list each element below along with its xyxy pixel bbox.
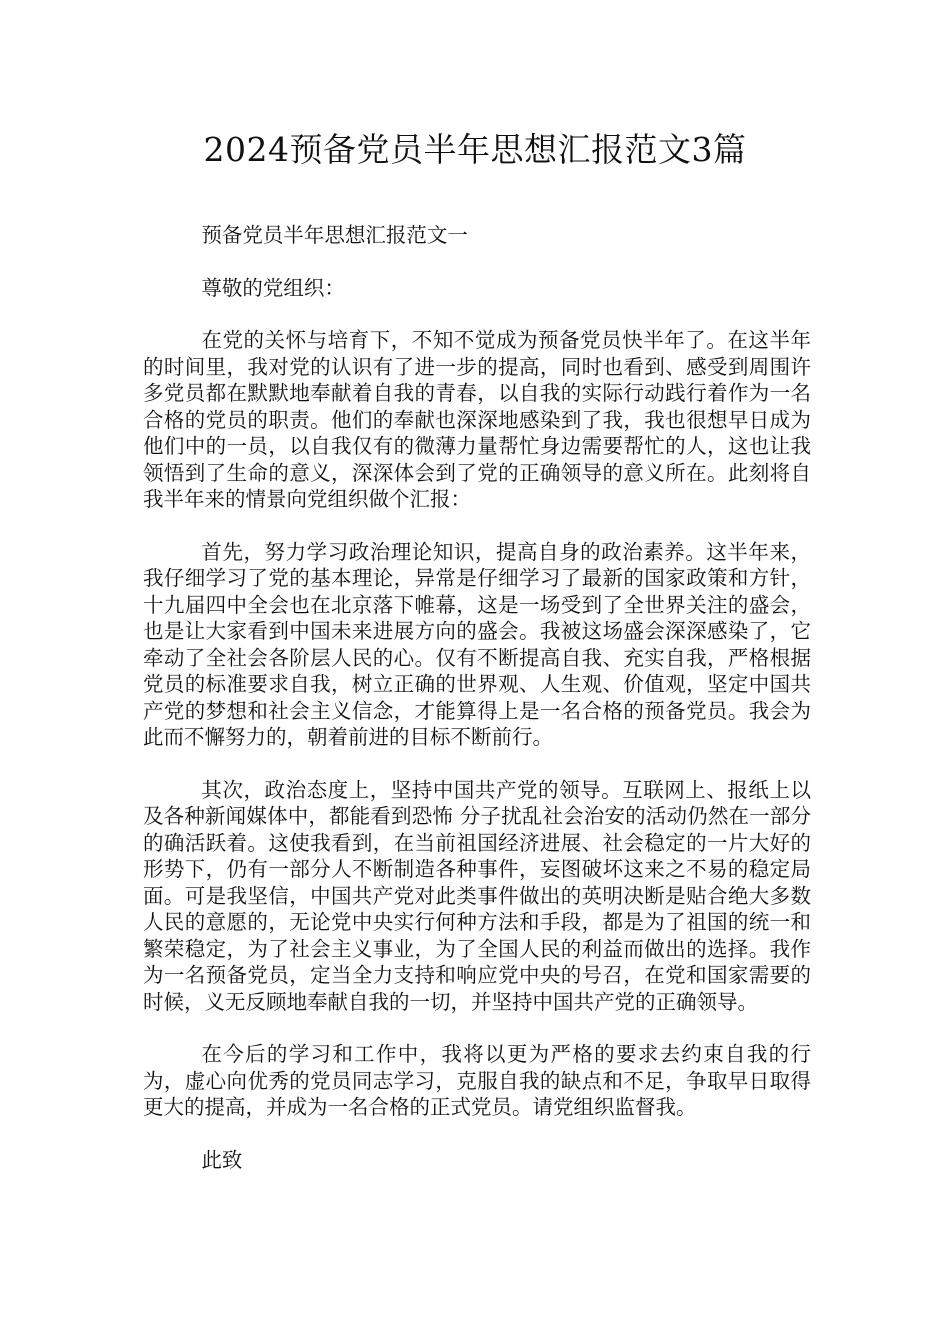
salutation: 尊敬的党组织： bbox=[201, 275, 345, 300]
document-title: 2024预备党员半年思想汇报范文3篇 bbox=[203, 130, 747, 169]
closing-phrase: 此致 bbox=[201, 1147, 243, 1172]
body-paragraph-closing: 在今后的学习和工作中，我将以更为严格的要求去约束自我的行为，虚心向优秀的党员同志学习，克服自我的缺点和不足，争取早日取得更大的提高，并成为一名合格的正式党员。请党组织监督我。 bbox=[143, 1042, 811, 1119]
document-body bbox=[143, 222, 811, 1199]
body-paragraph-second: 其次，政治态度上，坚持中国共产党的领导。互联网上、报纸上以及各种新闻媒体中，都能看到恐怖 分子扰乱社会治安的活动仍然在一部分的确活跃着。这使我看到，在当前祖国经济进展、社会稳定的一片大好的形势下，仍有一部分人不断制造各种事件，妄图破坏这来之不易的稳定局面。可是我坚信，中国共产党对此类事件做出的英明决断是贴合绝大多数人民的意愿的，无论党中央实行何种方法和手段，都是为了祖国的统一和繁荣稳定，为了社会主义事业，为了全国人民的利益而做出的选择。我作为一名预备党员，定当全力支持和响应党中央的号召，在党和国家需要的时候，义无反顾地奉献自我的一切，并坚持中国共产党的正确领导。 bbox=[143, 777, 811, 1014]
section-heading: 预备党员半年思想汇报范文一 bbox=[201, 223, 468, 247]
body-paragraph-first: 首先，努力学习政治理论知识，提高自身的政治素养。这半年来，我仔细学习了党的基本理论，异常是仔细学习了最新的国家政策和方针，十九届四中全会也在北京落下帷幕，这是一场受到了全世界关注的盛会，也是让大家看到中国未来进展方向的盛会。我被这场盛会深深感染了，它牵动了全社会各阶层人民的心。仅有不断提高自我、充实自我，严格根据党员的标准要求自我，树立正确的世界观、人生观、价值观，坚定中国共产党的梦想和社会主义信念，才能算得上是一名合格的预备党员。我会为此而不懈努力的，朝着前进的目标不断前行。 bbox=[143, 539, 811, 749]
body-paragraph-intro: 在党的关怀与培育下，不知不觉成为预备党员快半年了。在这半年的时间里，我对党的认识有了进一步的提高，同时也看到、感受到周围许多党员都在默默地奉献着自我的青春，以自我的实际行动践行着作为一名合格的党员的职责。他们的奉献也深深地感染到了我，我也很想早日成为他们中的一员，以自我仅有的微薄力量帮忙身边需要帮忙的人，这也让我领悟到了生命的意义，深深体会到了党的正确领导的意义所在。此刻将自我半年来的情景向党组织做个汇报： bbox=[143, 328, 811, 511]
